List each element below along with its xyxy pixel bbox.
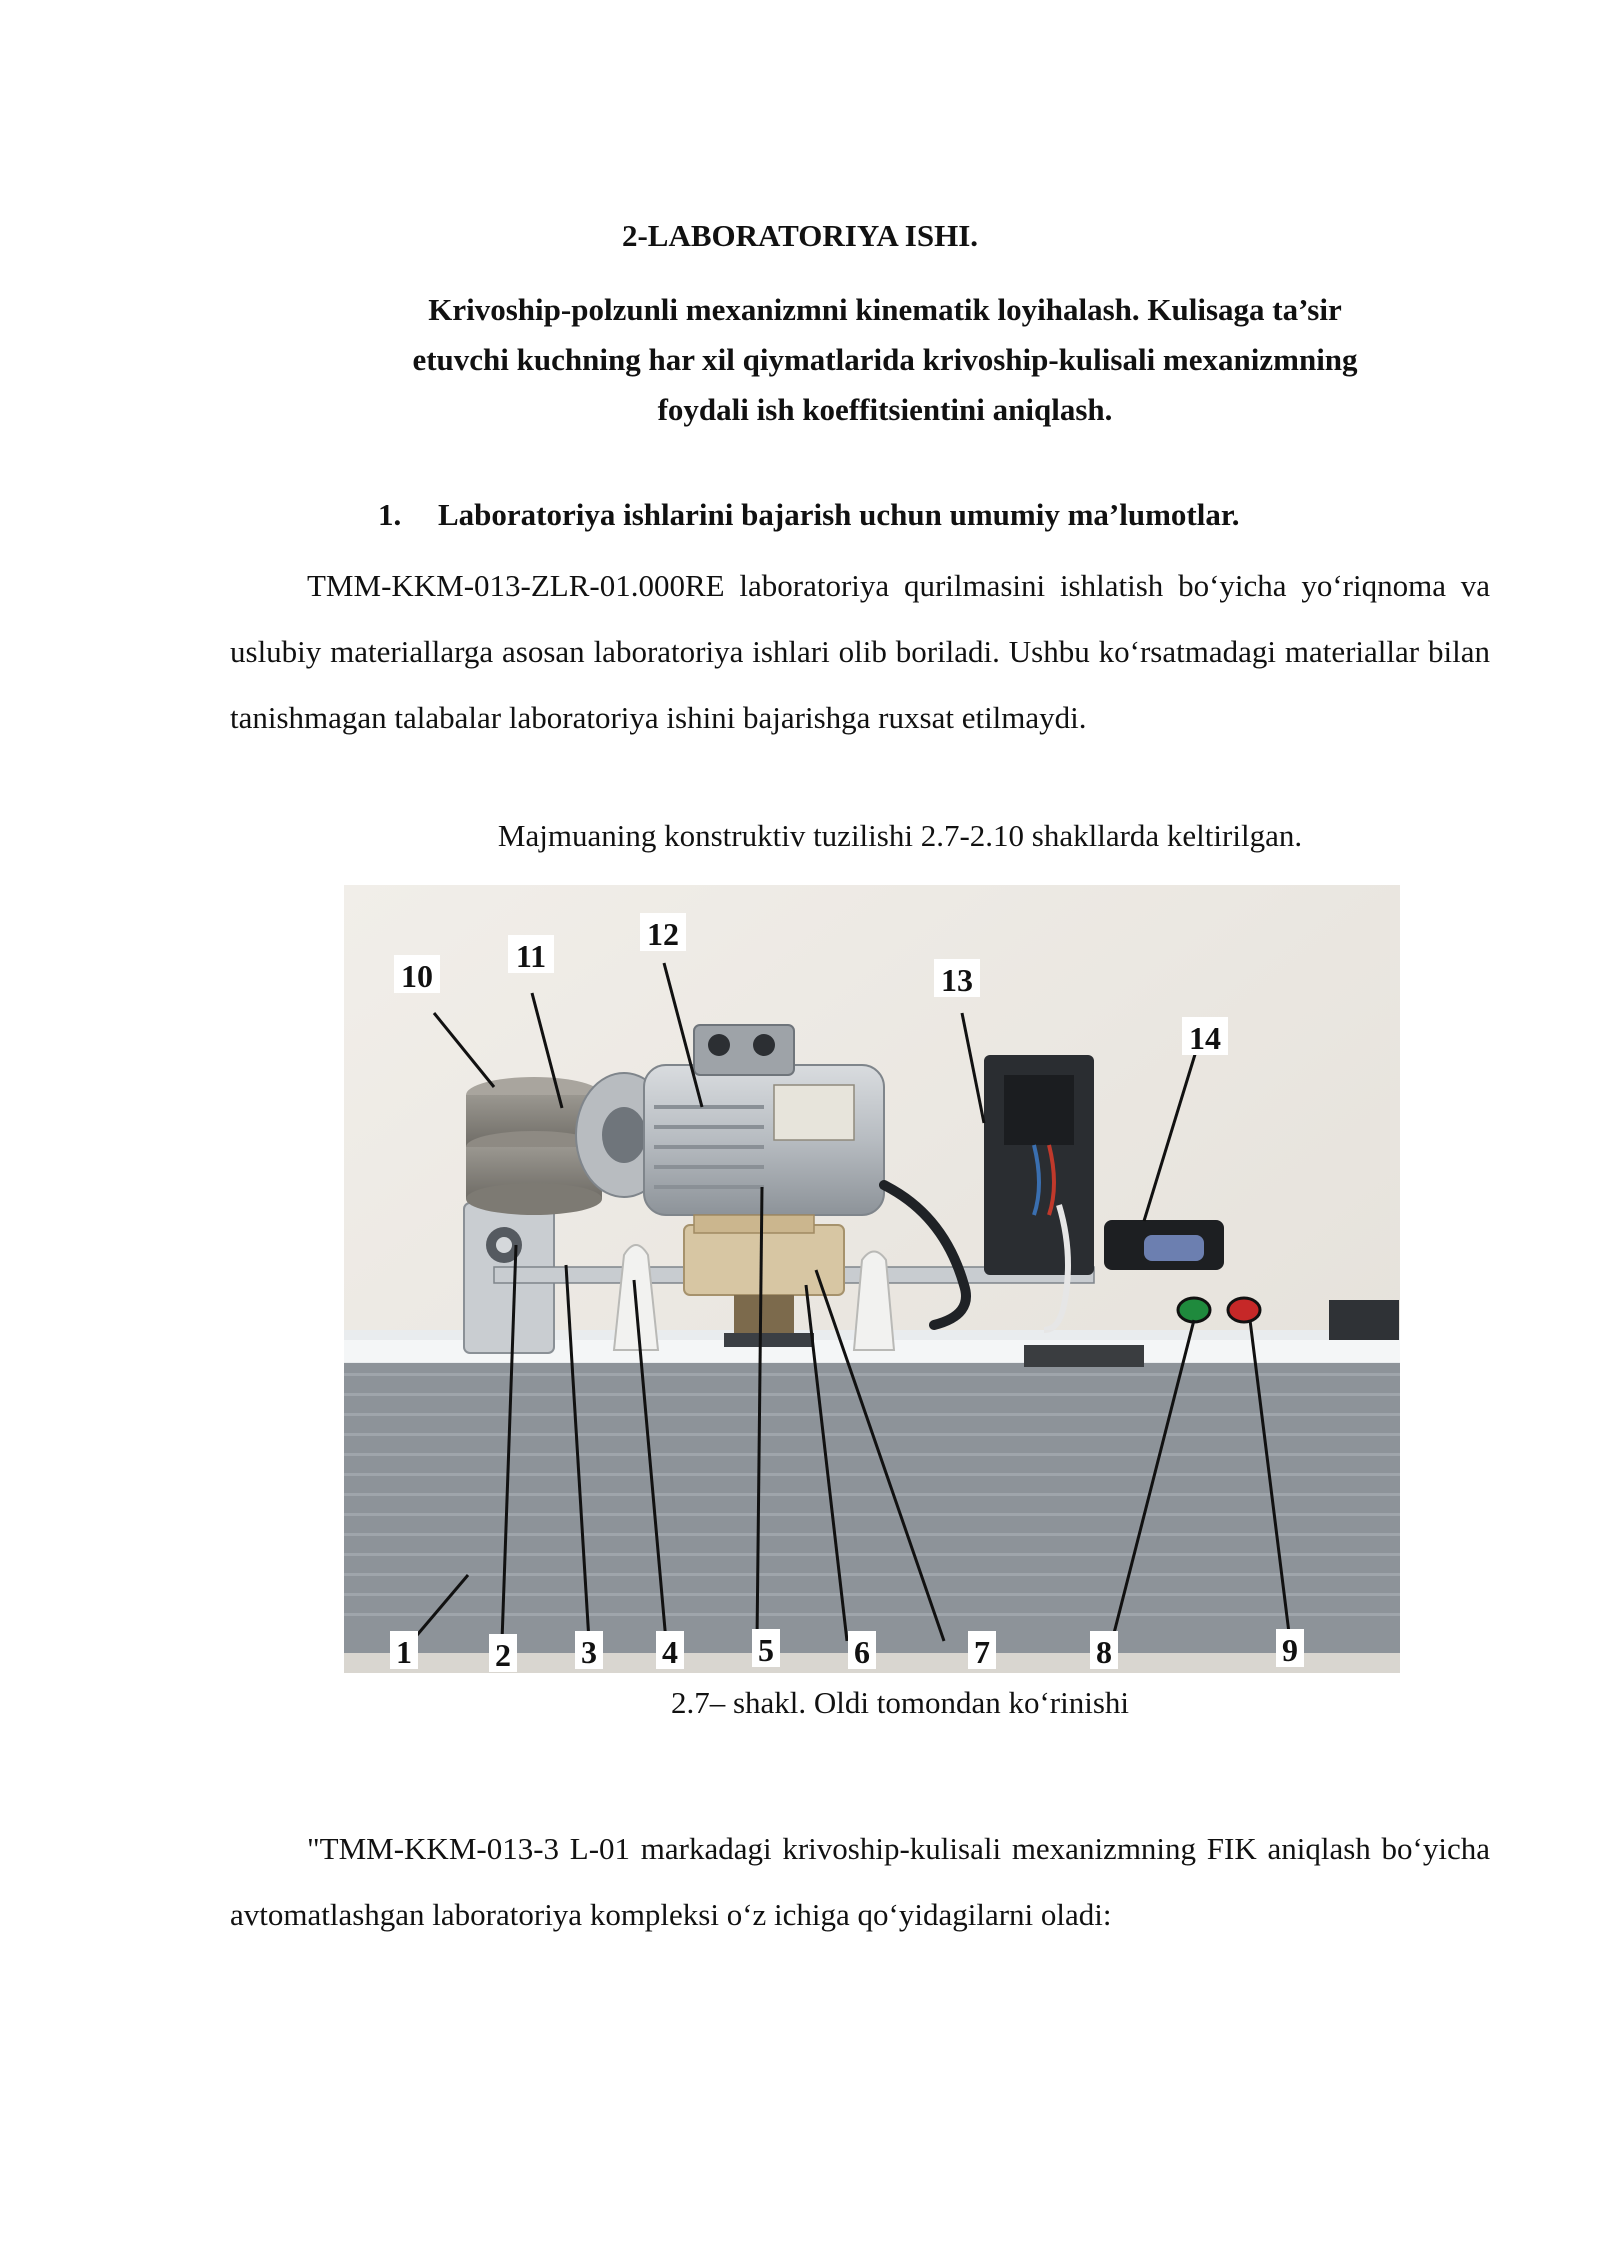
figure-caption: 2.7– shakl. Oldi tomondan ko‘rinishi [670, 1685, 1130, 1720]
paragraph-complex-description: "TMM-KKM-013-3 L-01 markadagi krivoship-kulisali mexanizmning FIK aniqlash bo‘yicha avtomatlashgan laboratoriya kompleksi o‘z ichiga qo‘yidagilarni oladi: [230, 1831, 1490, 1932]
callout-2: 2 [495, 1637, 511, 1673]
subtitle-line-2: etuvchi kuchning har xil qiymatlarida krivoship-kulisali mexanizmning [412, 342, 1358, 377]
callout-14: 14 [1189, 1020, 1221, 1056]
callout-8: 8 [1096, 1634, 1112, 1670]
callout-4: 4 [662, 1634, 678, 1670]
lab-setup-photo [344, 885, 1400, 1673]
subtitle-line-1: Krivoship-polzunli mexanizmni kinematik loyihalash. Kulisaga ta’sir [428, 292, 1342, 327]
callout-7: 7 [974, 1634, 990, 1670]
callout-13: 13 [941, 962, 973, 998]
callout-10: 10 [401, 958, 433, 994]
section-number: 1. [378, 497, 402, 532]
callout-6: 6 [854, 1634, 870, 1670]
callout-3: 3 [581, 1634, 597, 1670]
subtitle-line-3: foydali ish koeffitsientini aniqlash. [657, 392, 1113, 427]
figure-intro-line: Majmuaning konstruktiv tuzilishi 2.7-2.10 shakllarda keltirilgan. [497, 818, 1303, 853]
section-heading [378, 497, 1240, 533]
lab-setup-illustration [344, 885, 1400, 1673]
callout-5: 5 [758, 1632, 774, 1668]
callout-11: 11 [515, 938, 547, 974]
section-title: Laboratoriya ishlarini bajarish uchun umumiy ma’lumotlar. [438, 497, 1240, 532]
lab-title: 2-LABORATORIYA ISHI. [621, 218, 979, 253]
paragraph-instructions: TMM-KKM-013-ZLR-01.000RE laboratoriya qurilmasini ishlatish bo‘yicha yo‘riqnoma va uslubiy materiallarga asosan laboratoriya ishlari olib boriladi. Ushbu ko‘rsatmadagi materiallar bilan tanishmagan talabalar laboratoriya ishini bajarishga ruxsat etilmaydi. [230, 568, 1490, 735]
callout-12: 12 [647, 916, 679, 952]
lab-subtitle [270, 285, 1500, 435]
callout-1: 1 [396, 1634, 412, 1670]
callout-9: 9 [1282, 1632, 1298, 1668]
